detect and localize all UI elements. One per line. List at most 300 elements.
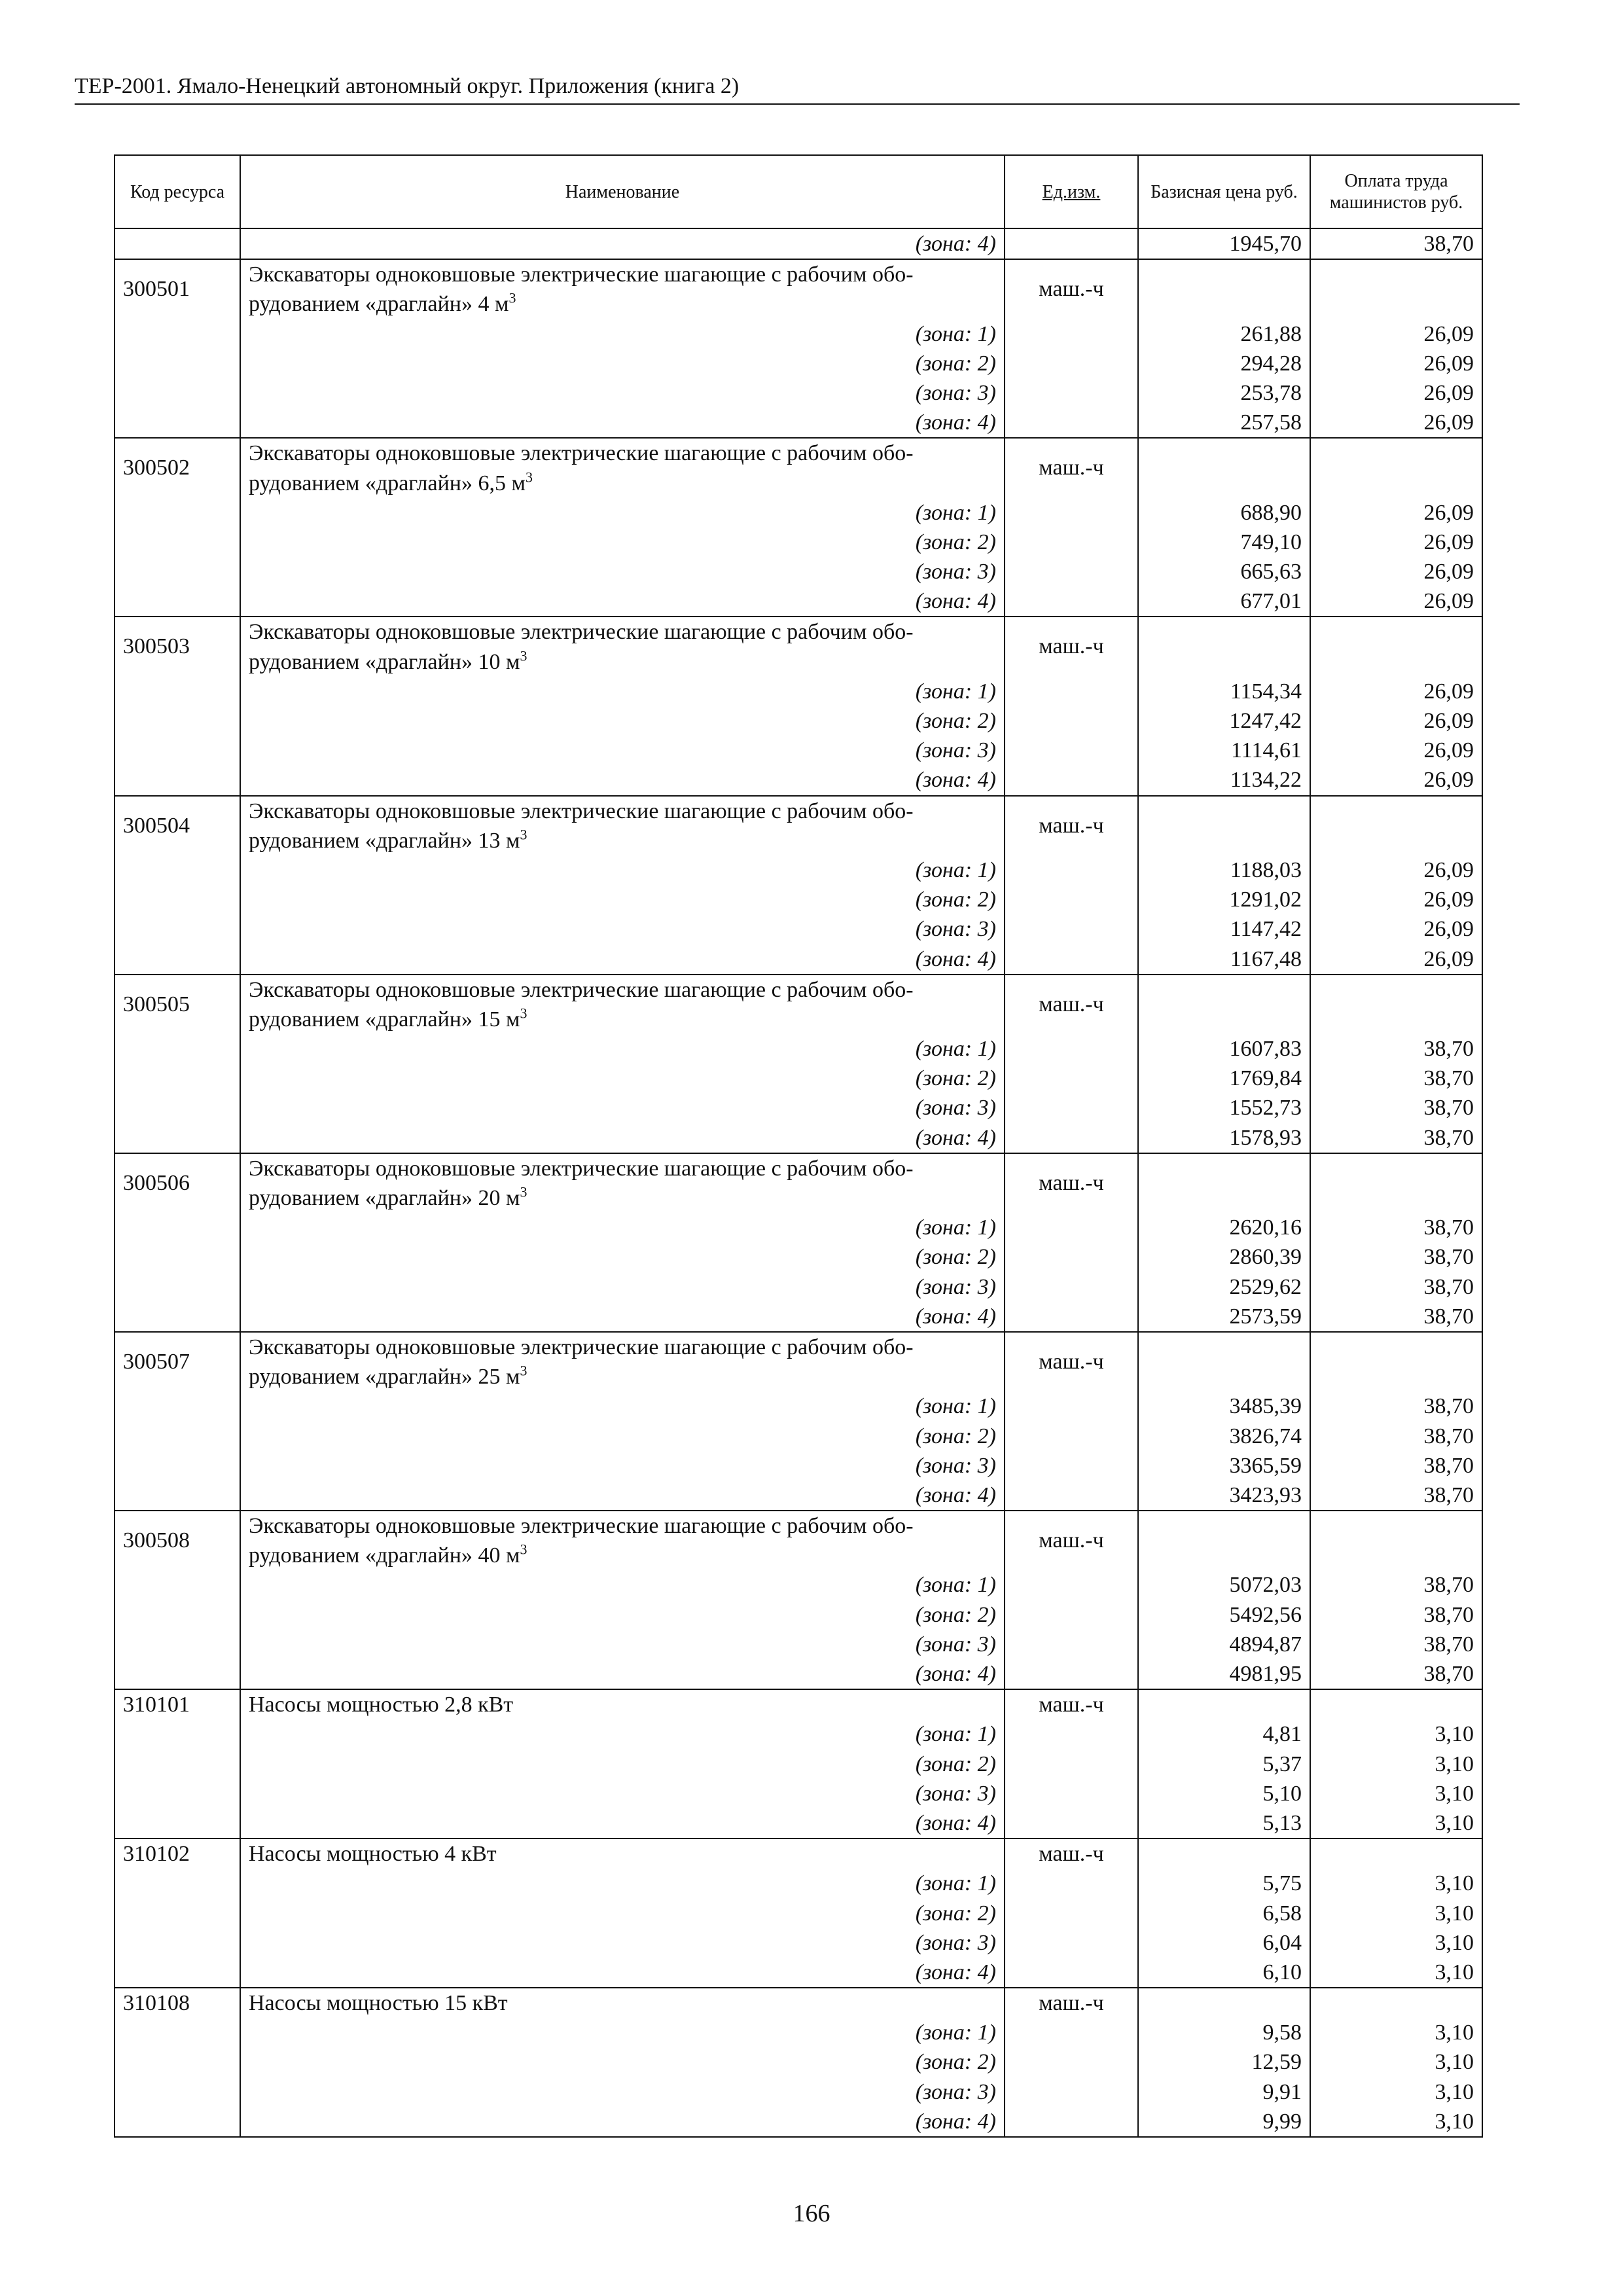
wage-value: 3,10 <box>1435 1871 1474 1896</box>
zone-label: (зона: 1) <box>915 857 996 882</box>
price-value: 6,58 <box>1262 1901 1302 1926</box>
zone-label: (зона: 4) <box>915 1482 996 1507</box>
resource-code: 300508 <box>123 1528 190 1553</box>
wage-value: 38,70 <box>1423 232 1474 256</box>
blank-line <box>1147 647 1302 677</box>
resource-code-cell <box>115 617 240 795</box>
resource-name-line: Насосы мощностью 15 кВт <box>249 1991 508 2016</box>
price-value: 12,59 <box>1251 2050 1302 2075</box>
header-name: Наименование <box>240 155 1005 228</box>
wage-value: 3,10 <box>1435 2109 1474 2134</box>
resource-name-line: Экскаваторы одноковшовые электрические шагающие с рабочим обо- <box>249 441 914 466</box>
zone-label: (зона: 1) <box>915 321 996 346</box>
wage-value: 3,10 <box>1435 1960 1474 1984</box>
wage-value: 26,09 <box>1423 946 1474 971</box>
price-cell <box>1138 1332 1310 1511</box>
zone-label: (зона: 1) <box>915 1037 996 1062</box>
blank-line <box>1147 797 1302 826</box>
zone-label: (зона: 4) <box>915 946 996 971</box>
blank-line <box>1319 1005 1474 1034</box>
blank-line <box>1147 1183 1302 1213</box>
resource-name-line: Экскаваторы одноковшовые электрические шагающие с рабочим обо- <box>249 620 914 645</box>
table-header-row <box>115 155 1482 228</box>
price-value: 3485,39 <box>1229 1394 1302 1419</box>
zone-label: (зона: 3) <box>915 560 996 584</box>
blank-line <box>1147 260 1302 289</box>
price-cell <box>1138 1153 1310 1332</box>
wage-value: 38,70 <box>1423 1215 1474 1240</box>
price-value: 2620,16 <box>1229 1215 1302 1240</box>
table-row <box>115 975 1482 1153</box>
wage-value: 38,70 <box>1423 1037 1474 1062</box>
unit-superscript: 3 <box>520 1005 527 1022</box>
wage-value: 3,10 <box>1435 1930 1474 1955</box>
wage-value: 26,09 <box>1423 560 1474 584</box>
wage-cell <box>1310 975 1482 1153</box>
blank-line <box>1147 1362 1302 1391</box>
wage-value: 38,70 <box>1423 1424 1474 1448</box>
unit-cell <box>1005 1839 1138 1988</box>
price-value: 1134,22 <box>1230 768 1302 793</box>
blank-line <box>1319 975 1474 1005</box>
resource-code: 300507 <box>123 1349 190 1374</box>
zone-label: (зона: 1) <box>915 1573 996 1598</box>
zone-label: (зона: 2) <box>915 888 996 912</box>
unit-value: маш.-ч <box>1039 1349 1104 1374</box>
continuation-wage-cell <box>1310 228 1482 259</box>
price-value: 5,13 <box>1262 1810 1302 1835</box>
resource-name-cell <box>240 796 1005 975</box>
wage-value: 38,70 <box>1423 1304 1474 1329</box>
resource-name-cell <box>240 617 1005 795</box>
resource-name-line: Экскаваторы одноковшовые электрические шагающие с рабочим обо- <box>249 262 914 287</box>
blank-line <box>1319 826 1474 855</box>
blank-line <box>1319 1988 1474 2018</box>
zone-label: (зона: 3) <box>915 1274 996 1299</box>
resource-code: 310108 <box>123 1991 190 2016</box>
resource-code: 300505 <box>123 992 190 1016</box>
resource-name-line: Насосы мощностью 4 кВт <box>249 1842 497 1867</box>
price-value: 1114,61 <box>1231 738 1302 763</box>
zone-label: (зона: 4) <box>915 410 996 435</box>
unit-value: маш.-ч <box>1039 634 1104 659</box>
price-value: 5,10 <box>1262 1781 1302 1806</box>
resource-code-cell <box>115 1153 240 1332</box>
header-code: Код ресурса <box>115 155 240 228</box>
resource-name-line: Насосы мощностью 2,8 кВт <box>249 1693 514 1717</box>
wage-value: 38,70 <box>1423 1245 1474 1270</box>
zone-label: (зона: 3) <box>915 1096 996 1121</box>
price-value: 1291,02 <box>1229 888 1302 912</box>
price-value: 1247,42 <box>1229 709 1302 733</box>
zone-label: (зона: 3) <box>915 2079 996 2104</box>
price-value: 1578,93 <box>1229 1125 1302 1150</box>
wage-value: 38,70 <box>1423 1573 1474 1598</box>
price-value: 688,90 <box>1240 500 1302 525</box>
table-row <box>115 259 1482 438</box>
blank-line <box>1319 1839 1474 1869</box>
blank-line <box>1147 1511 1302 1541</box>
price-cell <box>1138 438 1310 617</box>
blank-line <box>1319 469 1474 498</box>
wage-value: 3,10 <box>1435 1901 1474 1926</box>
price-value: 294,28 <box>1240 351 1302 376</box>
header-price: Базисная цена руб. <box>1138 155 1310 228</box>
unit-value: маш.-ч <box>1039 992 1104 1016</box>
resource-name-cell <box>240 438 1005 617</box>
price-value: 665,63 <box>1240 560 1302 584</box>
wage-value: 26,09 <box>1423 709 1474 733</box>
price-value: 677,01 <box>1240 589 1302 614</box>
price-value: 2529,62 <box>1229 1274 1302 1299</box>
price-cell <box>1138 1689 1310 1839</box>
blank-line <box>1319 289 1474 319</box>
zone-label: (зона: 3) <box>915 1632 996 1657</box>
resource-name-cell <box>240 975 1005 1153</box>
unit-superscript: 3 <box>525 469 533 486</box>
header-unit <box>1005 155 1138 228</box>
wage-value: 3,10 <box>1435 1810 1474 1835</box>
unit-value: маш.-ч <box>1039 813 1104 838</box>
zone-label: (зона: 2) <box>915 1424 996 1448</box>
price-value: 1769,84 <box>1229 1066 1302 1091</box>
blank-line <box>1147 469 1302 498</box>
continuation-unit-cell <box>1005 228 1138 259</box>
wage-value: 26,09 <box>1423 351 1474 376</box>
unit-value: маш.-ч <box>1039 1842 1104 1867</box>
resource-name-line-2 <box>249 469 996 498</box>
resource-name-text: рудованием «драглайн» 13 м <box>249 828 520 853</box>
zone-label: (зона: 4) <box>915 589 996 614</box>
resource-code-cell <box>115 438 240 617</box>
zone-label: (зона: 2) <box>915 1751 996 1776</box>
blank-line <box>1319 1183 1474 1213</box>
wage-value: 26,09 <box>1423 529 1474 554</box>
resource-code: 300503 <box>123 634 190 659</box>
blank-line <box>1319 1154 1474 1183</box>
resource-name-cell <box>240 1332 1005 1511</box>
blank-line <box>1147 1154 1302 1183</box>
zone-label: (зона: 3) <box>915 917 996 942</box>
wage-value: 26,09 <box>1423 738 1474 763</box>
price-value: 1154,34 <box>1230 679 1302 704</box>
unit-cell <box>1005 1689 1138 1839</box>
price-value: 9,58 <box>1262 2020 1302 2045</box>
price-value: 6,10 <box>1262 1960 1302 1984</box>
unit-superscript: 3 <box>520 1362 527 1379</box>
wage-value: 38,70 <box>1423 1125 1474 1150</box>
wage-value: 26,09 <box>1423 888 1474 912</box>
resource-code-cell <box>115 1988 240 2137</box>
wage-value: 38,70 <box>1423 1482 1474 1507</box>
wage-value: 26,09 <box>1423 410 1474 435</box>
zone-label: (зона: 1) <box>915 1722 996 1747</box>
price-cell <box>1138 1511 1310 1689</box>
zone-label: (зона: 3) <box>915 738 996 763</box>
resource-name-line-2 <box>249 647 996 677</box>
price-value: 1552,73 <box>1229 1096 1302 1121</box>
resource-code: 300501 <box>123 277 190 302</box>
blank-line <box>1319 797 1474 826</box>
zone-label: (зона: 1) <box>915 2020 996 2045</box>
resource-code-cell <box>115 1332 240 1511</box>
wage-value: 3,10 <box>1435 2079 1474 2104</box>
wage-cell <box>1310 1511 1482 1689</box>
price-value: 4894,87 <box>1229 1632 1302 1657</box>
table-row <box>115 1988 1482 2137</box>
price-value: 3826,74 <box>1229 1424 1302 1448</box>
blank-line <box>1319 1333 1474 1362</box>
unit-superscript: 3 <box>520 647 527 664</box>
blank-line <box>1147 1541 1302 1570</box>
zone-label: (зона: 2) <box>915 1066 996 1091</box>
wage-value: 26,09 <box>1423 857 1474 882</box>
wage-cell <box>1310 1153 1482 1332</box>
blank-line <box>1147 1839 1302 1869</box>
wage-cell <box>1310 438 1482 617</box>
price-value: 3423,93 <box>1229 1482 1302 1507</box>
unit-cell <box>1005 796 1138 975</box>
unit-superscript: 3 <box>508 290 516 307</box>
unit-superscript: 3 <box>520 826 527 843</box>
wage-value: 26,09 <box>1423 500 1474 525</box>
price-value: 261,88 <box>1240 321 1302 346</box>
zone-label: (зона: 1) <box>915 679 996 704</box>
resource-code: 300504 <box>123 813 190 838</box>
wage-value: 26,09 <box>1423 917 1474 942</box>
wage-value: 38,70 <box>1423 1632 1474 1657</box>
resource-name-text: рудованием «драглайн» 6,5 м <box>249 471 526 495</box>
wage-cell <box>1310 1839 1482 1988</box>
wage-value: 26,09 <box>1423 380 1474 405</box>
table-row <box>115 1511 1482 1689</box>
wage-value: 38,70 <box>1423 1662 1474 1686</box>
unit-cell <box>1005 617 1138 795</box>
blank-line <box>1147 617 1302 647</box>
zone-label: (зона: 1) <box>915 500 996 525</box>
resource-name-cell <box>240 1988 1005 2137</box>
resource-name-text: рудованием «драглайн» 10 м <box>249 649 520 674</box>
resource-name-line: Экскаваторы одноковшовые электрические шагающие с рабочим обо- <box>249 977 914 1002</box>
price-value: 5492,56 <box>1229 1602 1302 1627</box>
resource-name-line-2 <box>249 1362 996 1391</box>
zone-label: (зона: 2) <box>915 351 996 376</box>
unit-cell <box>1005 1153 1138 1332</box>
resource-code-cell <box>115 796 240 975</box>
resource-name-text: рудованием «драглайн» 4 м <box>249 292 509 317</box>
unit-cell <box>1005 1332 1138 1511</box>
unit-value: маш.-ч <box>1039 1170 1104 1195</box>
zone-label: (зона: 3) <box>915 1930 996 1955</box>
unit-cell <box>1005 1511 1138 1689</box>
continuation-row <box>115 228 1482 259</box>
resource-name-line-2 <box>249 1005 996 1034</box>
blank-line <box>1319 647 1474 677</box>
table-row <box>115 1332 1482 1511</box>
zone-label: (зона: 3) <box>915 1781 996 1806</box>
blank-line <box>1319 617 1474 647</box>
unit-value: маш.-ч <box>1039 1528 1104 1553</box>
zone-label: (зона: 1) <box>915 1871 996 1896</box>
resource-price-table <box>114 154 1483 2138</box>
resource-name-line: Экскаваторы одноковшовые электрические шагающие с рабочим обо- <box>249 1335 914 1359</box>
price-cell <box>1138 1839 1310 1988</box>
resource-name-cell <box>240 1689 1005 1839</box>
blank-line <box>1147 439 1302 468</box>
blank-line <box>1147 1690 1302 1719</box>
price-value: 2573,59 <box>1229 1304 1302 1329</box>
zone-label: (зона: 4) <box>915 1125 996 1150</box>
resource-name-text: рудованием «драглайн» 25 м <box>249 1365 520 1390</box>
wage-cell <box>1310 1689 1482 1839</box>
blank-line <box>1147 289 1302 319</box>
price-value: 9,99 <box>1262 2109 1302 2134</box>
price-cell <box>1138 796 1310 975</box>
zone-label: (зона: 1) <box>915 1215 996 1240</box>
wage-value: 3,10 <box>1435 1722 1474 1747</box>
resource-code: 300506 <box>123 1170 190 1195</box>
wage-cell <box>1310 259 1482 438</box>
unit-value: маш.-ч <box>1039 1991 1104 2016</box>
blank-line <box>1319 260 1474 289</box>
zone-label: (зона: 1) <box>915 1394 996 1419</box>
wage-value: 38,70 <box>1423 1274 1474 1299</box>
wage-value: 26,09 <box>1423 321 1474 346</box>
zone-label: (зона: 4) <box>915 2109 996 2134</box>
wage-cell <box>1310 1988 1482 2137</box>
resource-name-line: Экскаваторы одноковшовые электрические шагающие с рабочим обо- <box>249 1514 914 1539</box>
price-value: 6,04 <box>1262 1930 1302 1955</box>
resource-code: 310102 <box>123 1842 190 1867</box>
blank-line <box>1147 975 1302 1005</box>
zone-label: (зона: 4) <box>915 232 996 256</box>
zone-label: (зона: 2) <box>915 1901 996 1926</box>
resource-code-cell <box>115 1689 240 1839</box>
price-value: 5,75 <box>1262 1871 1302 1896</box>
price-value: 5,37 <box>1262 1751 1302 1776</box>
price-value: 2860,39 <box>1229 1245 1302 1270</box>
resource-code: 310101 <box>123 1693 190 1717</box>
price-cell <box>1138 617 1310 795</box>
zone-label: (зона: 4) <box>915 1960 996 1984</box>
zone-label: (зона: 4) <box>915 1304 996 1329</box>
price-value: 1147,42 <box>1230 917 1302 942</box>
price-value: 9,91 <box>1262 2079 1302 2104</box>
price-value: 4981,95 <box>1229 1662 1302 1686</box>
wage-value: 3,10 <box>1435 1751 1474 1776</box>
price-value: 3365,59 <box>1229 1453 1302 1478</box>
blank-line <box>1319 1690 1474 1719</box>
wage-value: 38,70 <box>1423 1096 1474 1121</box>
wage-cell <box>1310 617 1482 795</box>
wage-value: 3,10 <box>1435 2020 1474 2045</box>
price-cell <box>1138 975 1310 1153</box>
zone-label: (зона: 2) <box>915 1245 996 1270</box>
resource-name-line-2 <box>249 826 996 855</box>
unit-cell <box>1005 1988 1138 2137</box>
blank-line <box>1147 826 1302 855</box>
resource-name-line: Экскаваторы одноковшовые электрические шагающие с рабочим обо- <box>249 1156 914 1181</box>
wage-value: 38,70 <box>1423 1602 1474 1627</box>
resource-code-cell <box>115 259 240 438</box>
continuation-code-cell <box>115 228 240 259</box>
price-value: 749,10 <box>1240 529 1302 554</box>
resource-name-line-2 <box>249 289 996 319</box>
wage-value: 38,70 <box>1423 1066 1474 1091</box>
resource-name-cell <box>240 1839 1005 1988</box>
blank-line <box>1147 1333 1302 1362</box>
price-value: 253,78 <box>1240 380 1302 405</box>
table-row <box>115 796 1482 975</box>
unit-superscript: 3 <box>520 1541 527 1558</box>
unit-superscript: 3 <box>520 1183 527 1200</box>
page-number: 166 <box>793 2200 830 2227</box>
zone-label: (зона: 2) <box>915 1602 996 1627</box>
wage-value: 26,09 <box>1423 768 1474 793</box>
continuation-price-cell <box>1138 228 1310 259</box>
blank-line <box>1319 1511 1474 1541</box>
price-value: 257,58 <box>1240 410 1302 435</box>
unit-value: маш.-ч <box>1039 1693 1104 1717</box>
zone-label: (зона: 2) <box>915 2050 996 2075</box>
price-value: 1167,48 <box>1230 946 1302 971</box>
wage-value: 3,10 <box>1435 1781 1474 1806</box>
resource-name-cell <box>240 1153 1005 1332</box>
resource-code: 300502 <box>123 456 190 480</box>
table-body <box>115 228 1482 2137</box>
price-value: 4,81 <box>1262 1722 1302 1747</box>
zone-label: (зона: 3) <box>915 380 996 405</box>
price-value: 1607,83 <box>1229 1037 1302 1062</box>
resource-name-line-2 <box>249 1183 996 1213</box>
table-row <box>115 438 1482 617</box>
resource-code-cell <box>115 975 240 1153</box>
resource-name-cell <box>240 1511 1005 1689</box>
price-value: 1188,03 <box>1230 857 1302 882</box>
wage-value: 38,70 <box>1423 1394 1474 1419</box>
blank-line <box>1147 1005 1302 1034</box>
unit-cell <box>1005 438 1138 617</box>
price-value: 5072,03 <box>1229 1573 1302 1598</box>
wage-value: 38,70 <box>1423 1453 1474 1478</box>
table-row <box>115 1839 1482 1988</box>
price-value: 1945,70 <box>1229 232 1302 256</box>
unit-cell <box>1005 259 1138 438</box>
running-header: ТЕР-2001. Ямало-Ненецкий автономный округ. Приложения (книга 2) <box>75 71 1520 105</box>
table-row <box>115 1689 1482 1839</box>
zone-label: (зона: 2) <box>915 709 996 733</box>
resource-code-cell <box>115 1839 240 1988</box>
unit-value: маш.-ч <box>1039 456 1104 480</box>
zone-label: (зона: 3) <box>915 1453 996 1478</box>
header-unit-label: Ед.изм. <box>1042 181 1101 202</box>
unit-cell <box>1005 975 1138 1153</box>
price-cell <box>1138 1988 1310 2137</box>
resource-name-text: рудованием «драглайн» 15 м <box>249 1007 520 1031</box>
resource-code-cell <box>115 1511 240 1689</box>
resource-name-line-2 <box>249 1541 996 1570</box>
unit-value: маш.-ч <box>1039 277 1104 302</box>
resource-name-cell <box>240 259 1005 438</box>
blank-line <box>1319 1362 1474 1391</box>
blank-line <box>1319 1541 1474 1570</box>
wage-value: 3,10 <box>1435 2050 1474 2075</box>
zone-label: (зона: 2) <box>915 529 996 554</box>
table-row <box>115 1153 1482 1332</box>
zone-label: (зона: 4) <box>915 1662 996 1686</box>
blank-line <box>1319 439 1474 468</box>
wage-cell <box>1310 796 1482 975</box>
